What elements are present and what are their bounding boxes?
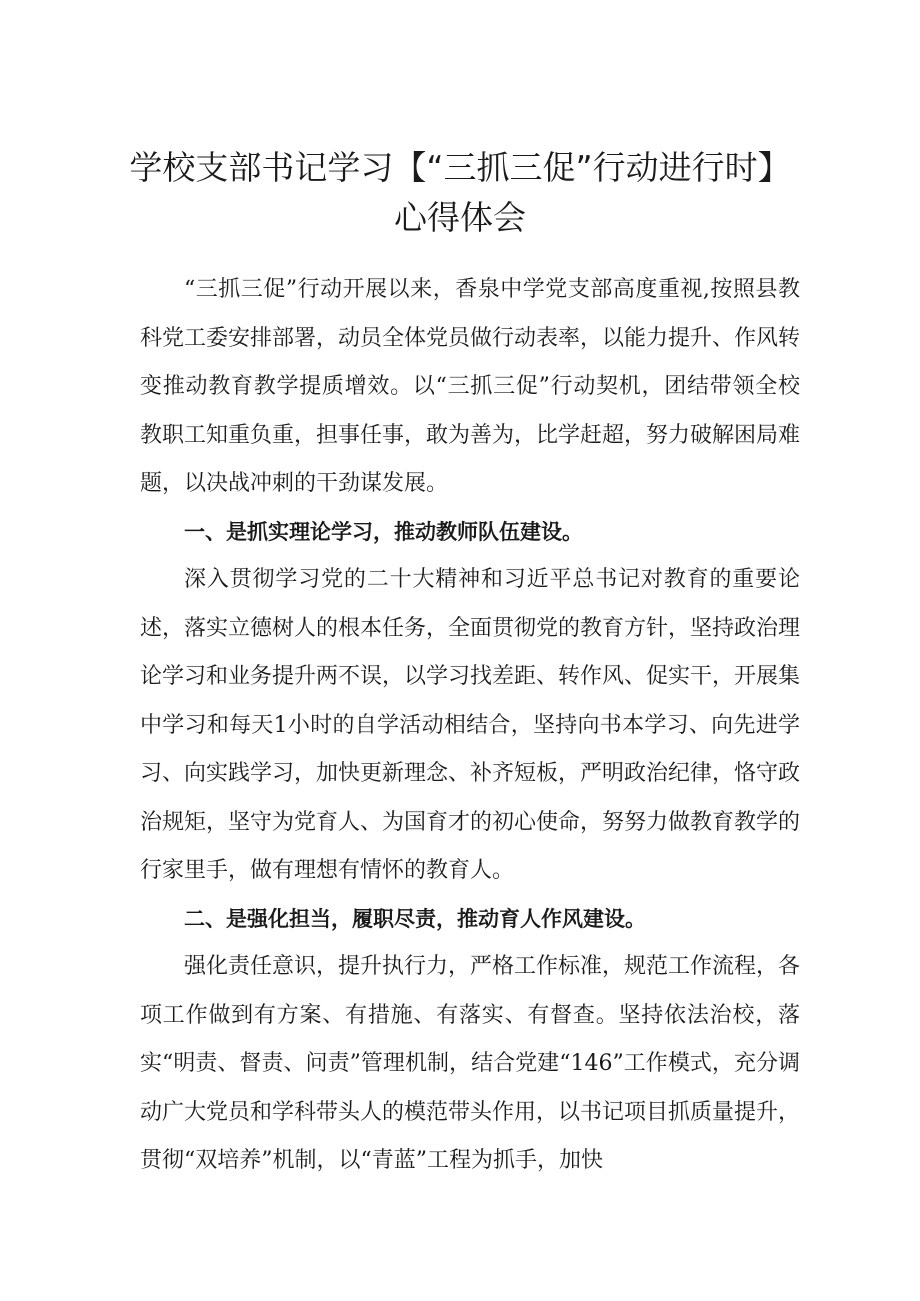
section-heading-1: 一、是抓实理论学习，推动教师队伍建设。: [184, 520, 583, 544]
paragraph-intro: “三抓三促”行动开展以来，香泉中学党支部高度重视,按照县教科党工委安排部署，动员全体党员做行动表率，以能力提升、作风转变推动教育教学提质增效。以“三抓三促”行动契机，团结带领全校教职工知重负重，担事任事，敢为善为，比学赶超，努力破解困局难题，以决战冲刺的干劲谋发展。: [140, 277, 801, 496]
paragraph-section-1: 深入贯彻学习党的二十大精神和习近平总书记对教育的重要论述，落实立德树人的根本任务，全面贯彻党的教育方针，坚持政治理论学习和业务提升两不误，以学习找差距、转作风、促实干，开展集中学习和每天1小时的自学活动相结合，坚持向书本学习、向先进学习、向实践学习，加快更新理念、补齐短板，严明政治纪律，恪守政治规矩，坚守为党育人、为国育才的初心使命，努努力做教育教学的行家里手，做有理想有情怀的教育人。: [140, 567, 801, 883]
paragraph-section-2: 强化责任意识，提升执行力，严格工作标准，规范工作流程，各项工作做到有方案、有措施、有落实、有督查。坚持依法治校，落实“明责、督责、问责”管理机制，结合党建“146”工作模式，充分调动广大党员和学科带头人的模范带头作用，以书记项目抓质量提升，贯彻“双培养”机制，以“青蓝”工程为抓手，加快: [140, 954, 801, 1173]
document-title-line2: 心得体会: [394, 198, 526, 237]
section-heading-2: 二、是强化担当，履职尽责，推动育人作风建设。: [184, 907, 646, 931]
document-title-line1: 学校支部书记学习【“三抓三促”行动进行时】: [129, 148, 791, 187]
